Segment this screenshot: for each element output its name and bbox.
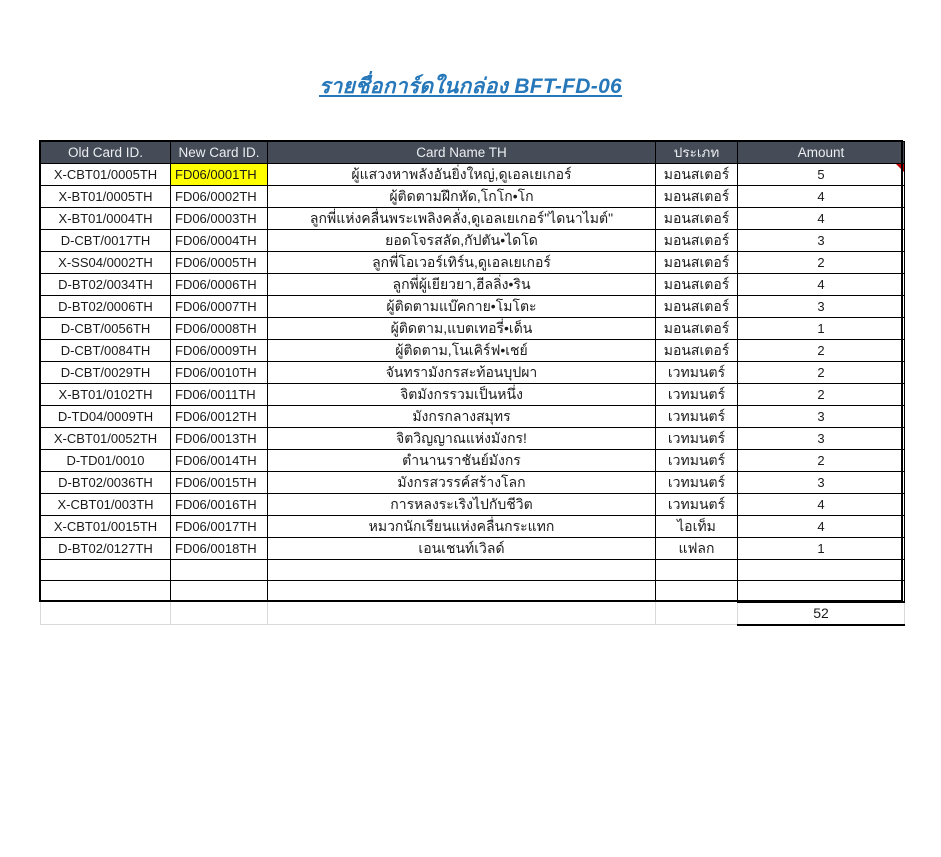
table-row bbox=[41, 428, 905, 450]
card-name-cell: การหลงระเริงไปกับชีวิต bbox=[268, 494, 656, 516]
old-card-id-cell: X-BT01/0005TH bbox=[41, 186, 171, 208]
new-card-id-cell: FD06/0005TH bbox=[171, 252, 268, 274]
amount-cell: 4 bbox=[738, 208, 905, 230]
amount-cell: 4 bbox=[738, 274, 905, 296]
table-row bbox=[41, 186, 905, 208]
card-list-table bbox=[40, 141, 905, 626]
card-type-cell: ไอเท็ม bbox=[656, 516, 738, 538]
card-name-cell: มังกรสวรรค์สร้างโลก bbox=[268, 472, 656, 494]
card-type-cell: มอนสเตอร์ bbox=[656, 340, 738, 362]
new-card-id-cell: FD06/0002TH bbox=[171, 186, 268, 208]
table-row bbox=[41, 406, 905, 428]
card-name-cell: ผู้ติดตาม,แบตเทอรี่•เด็น bbox=[268, 318, 656, 340]
card-name-cell: ผู้ติดตามฝึกหัด,โกโก•โก bbox=[268, 186, 656, 208]
total-row-blank-cell bbox=[656, 602, 738, 625]
amount-cell: 2 bbox=[738, 252, 905, 274]
amount-cell: 2 bbox=[738, 384, 905, 406]
card-type-cell: มอนสเตอร์ bbox=[656, 230, 738, 252]
card-type-cell: เวทมนตร์ bbox=[656, 406, 738, 428]
card-type-cell: มอนสเตอร์ bbox=[656, 274, 738, 296]
card-type-cell: แฟลก bbox=[656, 538, 738, 560]
table-row bbox=[41, 450, 905, 472]
old-card-id-cell: X-CBT01/003TH bbox=[41, 494, 171, 516]
old-card-id-cell: D-BT02/0127TH bbox=[41, 538, 171, 560]
empty-table-row bbox=[41, 560, 905, 581]
new-card-id-cell: FD06/0004TH bbox=[171, 230, 268, 252]
card-name-cell: ลูกพี่โอเวอร์เทิร์น,ดูเอลเยเกอร์ bbox=[268, 252, 656, 274]
amount-cell: 3 bbox=[738, 230, 905, 252]
card-table-body bbox=[41, 164, 905, 560]
old-card-id-cell: D-CBT/0017TH bbox=[41, 230, 171, 252]
total-row-blank-cell bbox=[171, 602, 268, 625]
amount-cell: 3 bbox=[738, 472, 905, 494]
new-card-id-cell: FD06/0001TH bbox=[171, 164, 268, 186]
old-card-id-cell: X-SS04/0002TH bbox=[41, 252, 171, 274]
card-type-cell: เวทมนตร์ bbox=[656, 472, 738, 494]
card-name-cell: ผู้แสวงหาพลังอันยิ่งใหญ่,ดูเอลเยเกอร์ bbox=[268, 164, 656, 186]
old-card-id-cell: D-CBT/0084TH bbox=[41, 340, 171, 362]
card-type-cell: มอนสเตอร์ bbox=[656, 208, 738, 230]
card-type-cell: เวทมนตร์ bbox=[656, 384, 738, 406]
table-row bbox=[41, 494, 905, 516]
card-name-cell: หมวกนักเรียนแห่งคลื่นกระแทก bbox=[268, 516, 656, 538]
card-name-cell: จันทรามังกรสะท้อนบุปผา bbox=[268, 362, 656, 384]
card-name-cell: มังกรกลางสมุทร bbox=[268, 406, 656, 428]
old-card-id-cell: D-CBT/0056TH bbox=[41, 318, 171, 340]
table-row bbox=[41, 362, 905, 384]
new-card-id-cell: FD06/0006TH bbox=[171, 274, 268, 296]
total-row-blank-cell bbox=[268, 602, 656, 625]
new-card-id-cell: FD06/0010TH bbox=[171, 362, 268, 384]
header-amount: Amount bbox=[738, 142, 905, 164]
amount-cell: 4 bbox=[738, 516, 905, 538]
total-amount-cell: 52 bbox=[738, 602, 905, 625]
table-row bbox=[41, 384, 905, 406]
old-card-id-cell: D-CBT/0029TH bbox=[41, 362, 171, 384]
total-row bbox=[41, 602, 905, 625]
header-card-name-th: Card Name TH bbox=[268, 142, 656, 164]
amount-cell: 5 bbox=[738, 164, 905, 186]
new-card-id-cell: FD06/0003TH bbox=[171, 208, 268, 230]
card-type-cell: มอนสเตอร์ bbox=[656, 296, 738, 318]
total-row-blank-cell bbox=[41, 602, 171, 625]
new-card-id-cell: FD06/0016TH bbox=[171, 494, 268, 516]
table-row bbox=[41, 252, 905, 274]
new-card-id-cell: FD06/0012TH bbox=[171, 406, 268, 428]
card-name-cell: ตำนานราชันย์มังกร bbox=[268, 450, 656, 472]
table-row bbox=[41, 296, 905, 318]
old-card-id-cell: X-BT01/0004TH bbox=[41, 208, 171, 230]
card-type-cell: มอนสเตอร์ bbox=[656, 252, 738, 274]
amount-cell: 2 bbox=[738, 340, 905, 362]
card-name-cell: จิตวิญญาณแห่งมังกร! bbox=[268, 428, 656, 450]
table-row bbox=[41, 208, 905, 230]
old-card-id-cell: X-CBT01/0015TH bbox=[41, 516, 171, 538]
table-row bbox=[41, 318, 905, 340]
table-row bbox=[41, 538, 905, 560]
amount-cell: 1 bbox=[738, 538, 905, 560]
old-card-id-cell: X-CBT01/0005TH bbox=[41, 164, 171, 186]
card-type-cell: เวทมนตร์ bbox=[656, 362, 738, 384]
old-card-id-cell: X-CBT01/0052TH bbox=[41, 428, 171, 450]
card-type-cell: มอนสเตอร์ bbox=[656, 318, 738, 340]
card-name-cell: ลูกพี่แห่งคลื่นพระเพลิงคลั่ง,ดูเอลเยเกอร์"ไดนาไมต์" bbox=[268, 208, 656, 230]
amount-cell: 3 bbox=[738, 296, 905, 318]
new-card-id-cell: FD06/0014TH bbox=[171, 450, 268, 472]
header-new-card-id: New Card ID. bbox=[171, 142, 268, 164]
table-row bbox=[41, 164, 905, 186]
amount-cell: 4 bbox=[738, 186, 905, 208]
card-type-cell: มอนสเตอร์ bbox=[656, 186, 738, 208]
new-card-id-cell: FD06/0013TH bbox=[171, 428, 268, 450]
table-row bbox=[41, 340, 905, 362]
new-card-id-cell: FD06/0018TH bbox=[171, 538, 268, 560]
old-card-id-cell: D-TD01/0010 bbox=[41, 450, 171, 472]
new-card-id-cell: FD06/0011TH bbox=[171, 384, 268, 406]
card-name-cell: ยอดโจรสลัด,กัปตัน•ไดโด bbox=[268, 230, 656, 252]
new-card-id-cell: FD06/0015TH bbox=[171, 472, 268, 494]
table-row bbox=[41, 274, 905, 296]
empty-rows-body bbox=[41, 560, 905, 602]
old-card-id-cell: D-BT02/0006TH bbox=[41, 296, 171, 318]
old-card-id-cell: X-BT01/0102TH bbox=[41, 384, 171, 406]
page-title-wrap bbox=[0, 70, 941, 103]
header-old-card-id: Old Card ID. bbox=[41, 142, 171, 164]
card-name-cell: เอนเชนท์เวิลด์ bbox=[268, 538, 656, 560]
amount-cell: 2 bbox=[738, 450, 905, 472]
amount-cell: 3 bbox=[738, 428, 905, 450]
new-card-id-cell: FD06/0009TH bbox=[171, 340, 268, 362]
new-card-id-cell: FD06/0007TH bbox=[171, 296, 268, 318]
card-type-cell: เวทมนตร์ bbox=[656, 428, 738, 450]
page-title: รายชื่อการ์ดในกล่อง BFT-FD-06 bbox=[318, 75, 623, 98]
old-card-id-cell: D-BT02/0034TH bbox=[41, 274, 171, 296]
card-type-cell: มอนสเตอร์ bbox=[656, 164, 738, 186]
amount-cell: 1 bbox=[738, 318, 905, 340]
table-row bbox=[41, 516, 905, 538]
card-name-cell: ผู้ติดตาม,โนเคิร์ฟ•เชย์ bbox=[268, 340, 656, 362]
card-name-cell: ผู้ติดตามแบ๊คกาย•โมโตะ bbox=[268, 296, 656, 318]
header-type: ประเภท bbox=[656, 142, 738, 164]
card-name-cell: จิตมังกรรวมเป็นหนึ่ง bbox=[268, 384, 656, 406]
table-row bbox=[41, 230, 905, 252]
new-card-id-cell: FD06/0008TH bbox=[171, 318, 268, 340]
card-name-cell: ลูกพี่ผู้เยียวยา,ฮีลลิ่ง•ริน bbox=[268, 274, 656, 296]
old-card-id-cell: D-TD04/0009TH bbox=[41, 406, 171, 428]
card-type-cell: เวทมนตร์ bbox=[656, 450, 738, 472]
card-type-cell: เวทมนตร์ bbox=[656, 494, 738, 516]
old-card-id-cell: D-BT02/0036TH bbox=[41, 472, 171, 494]
cell-comment-marker-icon bbox=[896, 164, 904, 172]
table-row bbox=[41, 472, 905, 494]
table-header-row bbox=[41, 142, 905, 164]
amount-cell: 4 bbox=[738, 494, 905, 516]
empty-table-row bbox=[41, 581, 905, 602]
new-card-id-cell: FD06/0017TH bbox=[171, 516, 268, 538]
amount-cell: 3 bbox=[738, 406, 905, 428]
amount-cell: 2 bbox=[738, 362, 905, 384]
